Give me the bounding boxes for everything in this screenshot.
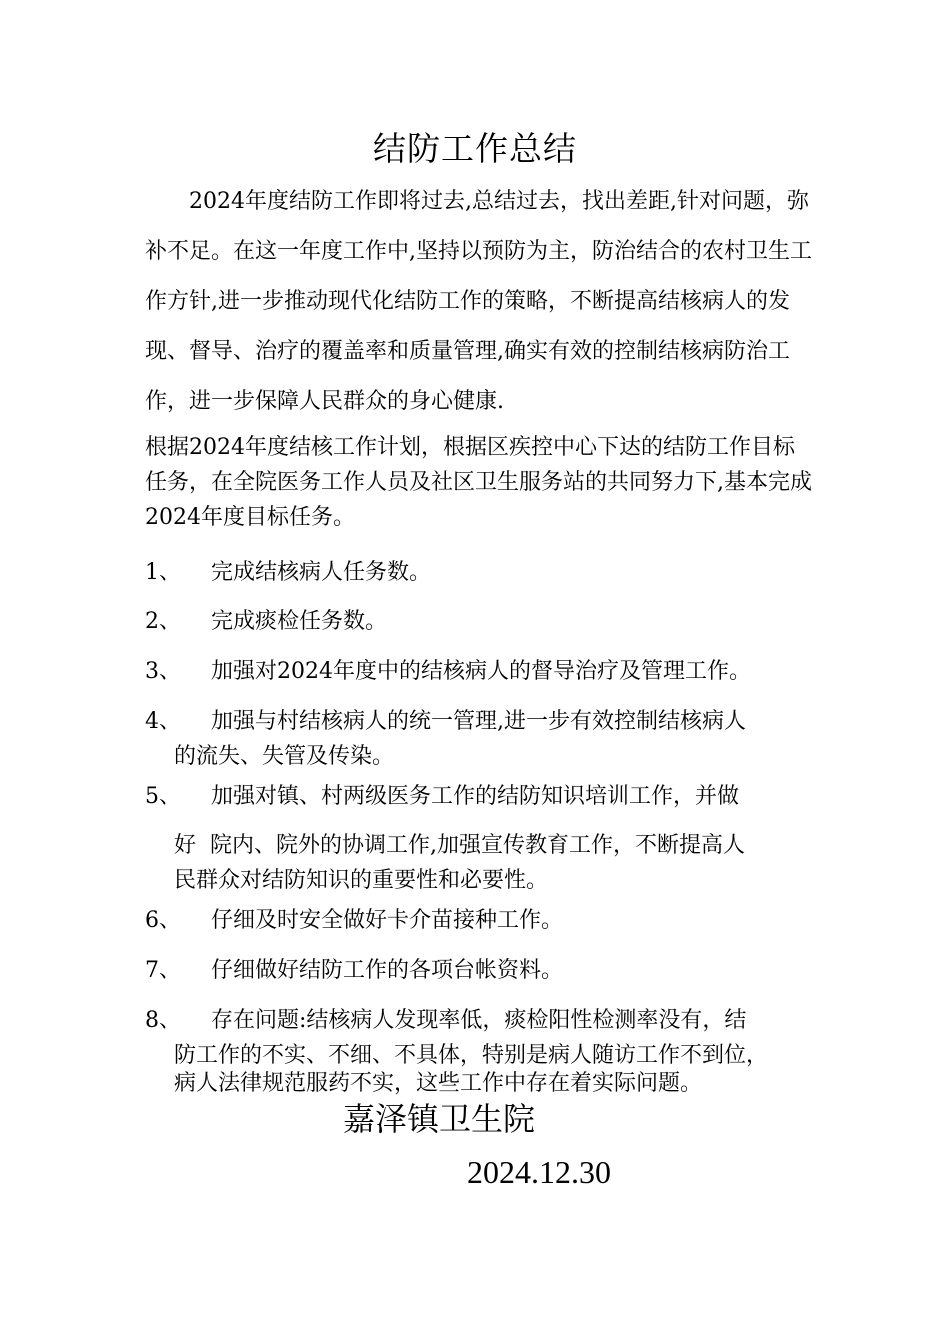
list-item-text: 加强对2024年度中的结核病人的督导治疗及管理工作。 — [211, 659, 751, 684]
list-item-number: 7、 — [145, 958, 181, 983]
list-item-number: 5、 — [145, 784, 181, 809]
list-item-text: 完成结核病人任务数。 — [211, 560, 432, 585]
list-item — [145, 654, 817, 689]
list-item — [145, 555, 817, 590]
intro-paragraph: 2024年度结防工作即将过去,总结过去，找出差距,针对问题，弥补不足。在这一年度工作中,坚持以预防为主，防治结合的农村卫生工作方针,进一步推动现代化结防工作的策略，不断提高结核病人的发现、督导、治疗的覆盖率和质量管理,确实有效的控制结核病防治工作，进一步保障人民群众的身心健康. — [145, 189, 812, 414]
list-item — [145, 604, 817, 639]
list-item-text: 加强与村结核病人的统一管理,进一步有效控制结核病人 — [211, 709, 746, 734]
list-item-number: 4、 — [145, 709, 181, 734]
list-item-text: 仔细及时安全做好卡介苗接种工作。 — [211, 908, 564, 933]
list-item-number: 8、 — [145, 1008, 181, 1033]
list-item-number: 6、 — [145, 908, 181, 933]
list-item-number: 3、 — [145, 659, 181, 684]
list-item-number: 2、 — [145, 609, 181, 634]
list-item-continuation: 防工作的不实、不细、不具体，特别是病人随访工作不到位， — [174, 1043, 769, 1068]
task-paragraph: 根据2024年度结核工作计划，根据区疾控中心下达的结防工作目标任务，在全院医务工作人员及社区卫生服务站的共同努力下,基本完成2024年度目标任务。 — [145, 435, 812, 530]
signature-organization: 嘉泽镇卫生院 — [343, 1100, 536, 1138]
list-item — [145, 779, 817, 898]
signature-date: 2024.12.30 — [467, 1154, 611, 1190]
list-item-continuation: 民群众对结防知识的重要性和必要性。 — [174, 868, 549, 893]
document-title: 结防工作总结 — [373, 129, 577, 168]
list-item — [145, 953, 817, 988]
list-item-text: 仔细做好结防工作的各项台帐资料。 — [211, 958, 564, 983]
list-item-text: 完成痰检任务数。 — [211, 609, 388, 634]
list-item — [145, 704, 817, 774]
list-item-continuation: 的流失、失管及传染。 — [174, 744, 395, 769]
list-item — [145, 1003, 817, 1096]
list-item-text: 加强对镇、村两级医务工作的结防知识培训工作，并做 — [211, 784, 740, 809]
list-item — [145, 903, 817, 938]
list-item-continuation: 病人法律规范服药不实，这些工作中存在着实际问题。 — [174, 1071, 703, 1096]
list-item-text: 存在问题:结核病人发现率低，痰检阳性检测率没有，结 — [211, 1008, 747, 1033]
list-item-continuation: 好 院内、院外的协调工作,加强宣传教育工作，不断提高人 — [174, 833, 745, 858]
list-item-number: 1、 — [145, 560, 181, 585]
